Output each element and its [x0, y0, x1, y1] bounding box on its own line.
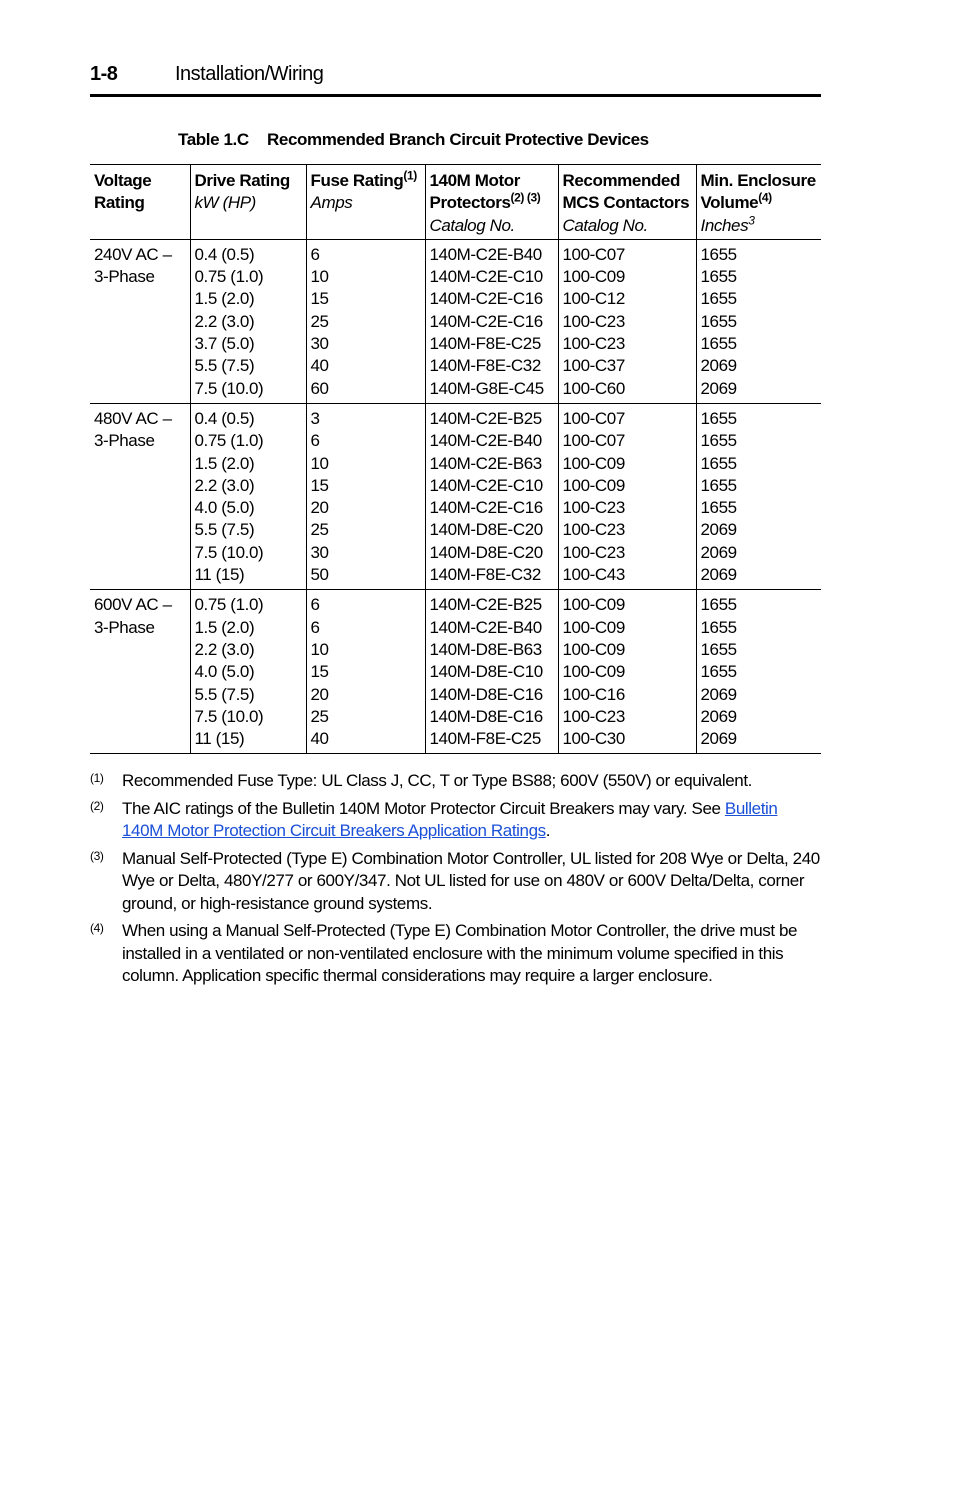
contactor-cell	[558, 403, 696, 589]
footnote	[90, 848, 821, 916]
cell-value: 140M-C2E-B63	[429, 453, 542, 473]
voltage-cell	[90, 239, 190, 403]
header-fuse-rating: Fuse Rating$^{(1)}$ Amps	[306, 165, 425, 240]
cell-value: 0.75 (1.0)	[194, 267, 264, 287]
footnote-text: Recommended Fuse Type: UL Class J, CC, T or Type BS88; 600V (550V) or equivalent.	[122, 771, 752, 790]
cell-value: 5.5 (7.5)	[194, 356, 255, 376]
cell-value: 1655	[700, 498, 737, 518]
header-mcs-contactors: Recommended MCS Contactors Catalog No.	[558, 165, 696, 240]
header-drive-rating: Drive Rating kW (HP)	[190, 165, 306, 240]
voltage-cell	[90, 590, 190, 754]
cell-value: 140M-F8E-C32	[429, 565, 541, 585]
cell-value: 140M-F8E-C25	[429, 334, 541, 354]
fuse-rating-cell	[306, 590, 425, 754]
footnote-ref: (1)	[403, 168, 417, 183]
voltage-cell	[90, 403, 190, 589]
cell-value: 1655	[700, 662, 737, 682]
cell-value: 2069	[700, 356, 737, 376]
enclosure-volume-cell	[696, 239, 821, 403]
header-enclosure-volume: Min. Enclosure Volume$^{(4)}$ Inches$^3$	[696, 165, 821, 240]
cell-value: 25	[310, 520, 329, 540]
cell-value: 11 (15)	[194, 565, 245, 585]
enclosure-volume-cell	[696, 403, 821, 589]
enclosure-volume-cell	[696, 590, 821, 754]
cell-value: 6	[310, 617, 320, 637]
cell-value: 3.7 (5.0)	[194, 334, 255, 354]
footnote	[90, 798, 821, 843]
cell-value: 1655	[700, 431, 737, 451]
cell-value: 100-C16	[562, 684, 625, 704]
footnote-ref: (4)	[758, 190, 772, 205]
cell-value: 30	[310, 542, 329, 562]
cell-value: 140M-C2E-B40	[429, 617, 542, 637]
cell-value: 2.2 (3.0)	[194, 311, 255, 331]
cell-value: 480V AC –	[94, 408, 172, 428]
cell-value: 140M-D8E-B63	[429, 639, 542, 659]
cell-value: 100-C07	[562, 244, 625, 264]
cell-value: 0.4 (0.5)	[194, 244, 255, 264]
header-unit: Catalog No.	[562, 215, 648, 235]
cell-value: 1.5 (2.0)	[194, 617, 255, 637]
table-header-row	[90, 165, 821, 240]
cell-value: 140M-C2E-B40	[429, 244, 542, 264]
cell-value: 100-C23	[562, 706, 625, 726]
cell-value: 140M-C2E-C16	[429, 498, 543, 518]
cell-value: 100-C60	[562, 378, 625, 398]
drive-rating-cell	[190, 403, 306, 589]
footnote	[90, 920, 821, 988]
motor-protector-cell	[425, 403, 558, 589]
cell-value: 15	[310, 289, 329, 309]
cell-value: 100-C23	[562, 498, 625, 518]
cell-value: 10	[310, 267, 329, 287]
cell-value: 25	[310, 706, 329, 726]
cell-value: 140M-F8E-C25	[429, 729, 541, 749]
footnote-text: The AIC ratings of the Bulletin 140M Motor Protector Circuit Breakers may vary. See	[122, 798, 725, 818]
cell-value: 140M-C2E-B25	[429, 595, 542, 615]
cell-value: 20	[310, 498, 329, 518]
bulletin-140m-link[interactable]: Bulletin 140M Motor Protection Circuit Breakers Application Ratings	[122, 798, 778, 840]
fuse-rating-cell	[306, 403, 425, 589]
cell-value: 140M-D8E-C16	[429, 684, 543, 704]
protective-devices-table	[90, 164, 821, 754]
cell-value: 4.0 (5.0)	[194, 498, 255, 518]
cell-value: 40	[310, 729, 329, 749]
cell-value: 140M-C2E-B25	[429, 408, 542, 428]
section-title: Installation/Wiring	[175, 63, 324, 85]
cell-value: 2069	[700, 520, 737, 540]
footnote-text: Manual Self-Protected (Type E) Combination Motor Controller, UL listed for 208 Wye or Delta, 240 Wye or Delta, 480Y/277 or 600Y/347. Not UL listed for use on 480V or 600V Delta/Delta, corner ground, or high-resistance ground systems.	[122, 848, 820, 913]
cell-value: 10	[310, 453, 329, 473]
cell-value: 140M-D8E-C16	[429, 706, 543, 726]
contactor-cell	[558, 239, 696, 403]
cell-value: 2069	[700, 729, 737, 749]
cell-value: 1655	[700, 453, 737, 473]
cell-value: 2.2 (3.0)	[194, 475, 255, 495]
cell-value: 7.5 (10.0)	[194, 378, 264, 398]
cell-value: 140M-D8E-C10	[429, 662, 543, 682]
cell-value: 140M-D8E-C20	[429, 520, 543, 540]
cell-value: 100-C07	[562, 408, 625, 428]
motor-protector-cell	[425, 590, 558, 754]
cell-value: 1655	[700, 289, 737, 309]
cell-value: 20	[310, 684, 329, 704]
cell-value: 1655	[700, 639, 737, 659]
cell-value: 4.0 (5.0)	[194, 662, 255, 682]
cell-value: 100-C09	[562, 475, 625, 495]
cell-value: 100-C09	[562, 617, 625, 637]
contactor-cell	[558, 590, 696, 754]
header-voltage-rating: Voltage Rating	[94, 171, 152, 213]
cell-value: 1655	[700, 311, 737, 331]
cell-value: 60	[310, 378, 329, 398]
cell-value: 100-C43	[562, 565, 625, 585]
header-motor-protectors: 140M Motor Protectors$^{(2) (3)}$ Catalog No.	[425, 165, 558, 240]
cell-value: 1655	[700, 267, 737, 287]
cell-value: 7.5 (10.0)	[194, 542, 264, 562]
cell-value: 3-Phase	[94, 267, 155, 287]
cell-value: 140M-G8E-C45	[429, 378, 544, 398]
footnote-mark: (1)	[90, 771, 104, 785]
cell-value: 140M-C2E-B40	[429, 431, 542, 451]
cell-value: 1655	[700, 475, 737, 495]
cell-value: 2069	[700, 542, 737, 562]
footnote	[90, 770, 821, 793]
footnote-mark: (2)	[90, 798, 104, 813]
cell-value: 140M-C2E-C10	[429, 267, 543, 287]
cell-value: 1655	[700, 408, 737, 428]
cell-value: 100-C23	[562, 542, 625, 562]
fuse-rating-cell	[306, 239, 425, 403]
header-unit: Inches$^3$	[700, 212, 755, 235]
cell-value: 1.5 (2.0)	[194, 453, 255, 473]
cell-value: 100-C09	[562, 267, 625, 287]
table-title: Recommended Branch Circuit Protective Devices	[267, 130, 649, 149]
footnote-ref: (2) (3)	[510, 190, 541, 205]
cell-value: 6	[310, 431, 320, 451]
table-caption	[178, 130, 649, 150]
page-number: 1-8	[90, 63, 118, 85]
cell-value: 3	[310, 408, 320, 428]
footnote-text: When using a Manual Self-Protected (Type E) Combination Motor Controller, the drive must be installed in a ventilated or non-ventilated enclosure with the minimum volume specified in this column. Application specific thermal considerations may require a larger enclosure.	[122, 921, 798, 985]
cell-value: 3-Phase	[94, 431, 155, 451]
cell-value: 25	[310, 311, 329, 331]
cell-value: 50	[310, 565, 329, 585]
cell-value: 6	[310, 595, 320, 615]
drive-rating-cell	[190, 239, 306, 403]
cell-value: 100-C12	[562, 289, 625, 309]
cell-value: 5.5 (7.5)	[194, 684, 255, 704]
footnotes	[90, 770, 821, 993]
header-unit: Amps	[310, 193, 353, 213]
cell-value: 2069	[700, 684, 737, 704]
cell-value: 30	[310, 334, 329, 354]
header-unit: kW (HP)	[194, 193, 256, 213]
cell-value: 2069	[700, 706, 737, 726]
cell-value: 140M-D8E-C20	[429, 542, 543, 562]
cell-value: 100-C09	[562, 453, 625, 473]
cell-value: 100-C09	[562, 662, 625, 682]
footnote-mark: (4)	[90, 921, 104, 935]
cell-value: 100-C23	[562, 311, 625, 331]
header-unit: Catalog No.	[429, 215, 515, 235]
cell-value: 5.5 (7.5)	[194, 520, 255, 540]
cell-value: 0.75 (1.0)	[194, 595, 264, 615]
cell-value: 40	[310, 356, 329, 376]
cell-value: 100-C30	[562, 729, 625, 749]
footnote-text-end: .	[545, 821, 551, 840]
cell-value: 6	[310, 244, 320, 264]
cell-value: 600V AC –	[94, 595, 172, 615]
cell-value: 140M-C2E-C16	[429, 311, 543, 331]
cell-value: 1655	[700, 334, 737, 354]
cell-value: 100-C07	[562, 431, 625, 451]
cell-value: 3-Phase	[94, 617, 155, 637]
cell-value: 10	[310, 639, 329, 659]
cell-value: 2.2 (3.0)	[194, 639, 255, 659]
table-number: Table 1.C	[178, 130, 249, 149]
cell-value: 7.5 (10.0)	[194, 706, 264, 726]
cell-value: 100-C23	[562, 520, 625, 540]
cell-value: 15	[310, 475, 329, 495]
cell-value: 1655	[700, 617, 737, 637]
footnote-mark: (3)	[90, 848, 104, 863]
cell-value: 2069	[700, 378, 737, 398]
cell-value: 140M-C2E-C16	[429, 289, 543, 309]
cell-value: 140M-F8E-C32	[429, 356, 541, 376]
cell-value: 11 (15)	[194, 729, 245, 749]
table-row	[90, 239, 821, 403]
cell-value: 100-C09	[562, 595, 625, 615]
cell-value: 2069	[700, 565, 737, 585]
cell-value: 1655	[700, 595, 737, 615]
cell-value: 100-C37	[562, 356, 625, 376]
table-row	[90, 403, 821, 589]
table-row	[90, 590, 821, 754]
drive-rating-cell	[190, 590, 306, 754]
cell-value: 15	[310, 662, 329, 682]
motor-protector-cell	[425, 239, 558, 403]
cell-value: 0.4 (0.5)	[194, 408, 255, 428]
cell-value: 1.5 (2.0)	[194, 289, 255, 309]
cell-value: 100-C23	[562, 334, 625, 354]
cell-value: 1655	[700, 244, 737, 264]
page-header	[90, 60, 821, 97]
cell-value: 240V AC –	[94, 244, 172, 264]
cell-value: 100-C09	[562, 639, 625, 659]
cell-value: 0.75 (1.0)	[194, 431, 264, 451]
cell-value: 140M-C2E-C10	[429, 475, 543, 495]
